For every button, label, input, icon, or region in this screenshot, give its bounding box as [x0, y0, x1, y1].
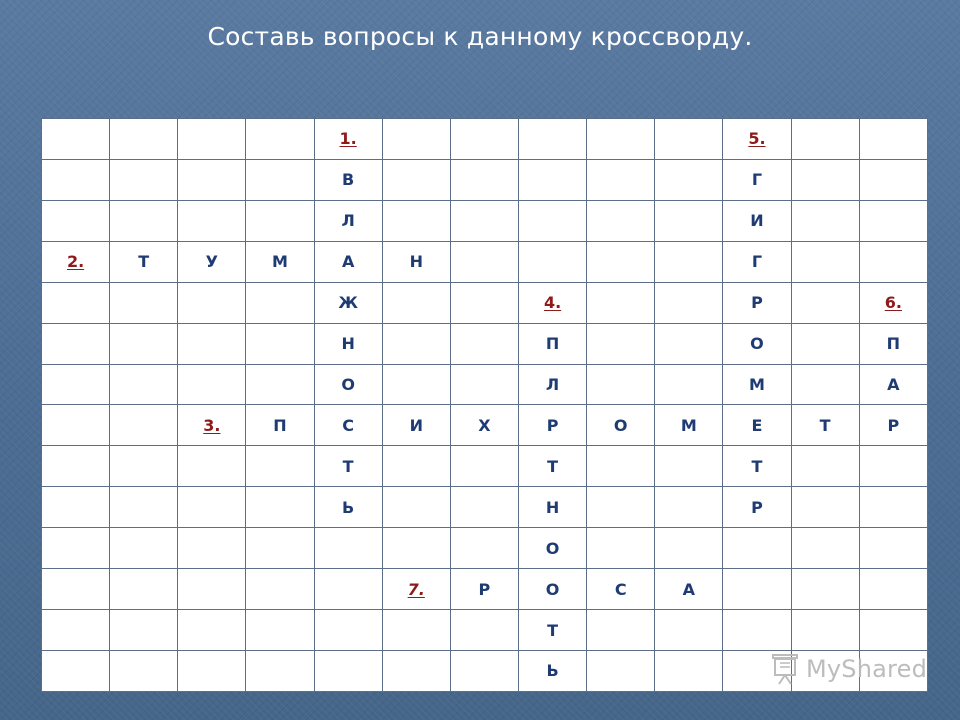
empty-cell — [178, 446, 246, 487]
clue-number-cell: 7. — [382, 569, 450, 610]
letter-cell: О — [314, 364, 382, 405]
empty-cell — [110, 323, 178, 364]
empty-cell — [246, 119, 314, 160]
empty-cell — [42, 650, 110, 691]
letter-cell: Е — [723, 405, 791, 446]
empty-cell — [314, 569, 382, 610]
empty-cell — [382, 528, 450, 569]
empty-cell — [791, 528, 859, 569]
grid-row — [42, 200, 928, 241]
empty-cell — [587, 650, 655, 691]
empty-cell — [518, 119, 586, 160]
empty-cell — [655, 323, 723, 364]
letter-cell: И — [723, 200, 791, 241]
letter-cell: Т — [723, 446, 791, 487]
empty-cell — [859, 119, 927, 160]
empty-cell — [42, 159, 110, 200]
empty-cell — [110, 610, 178, 651]
letter-cell: Т — [110, 241, 178, 282]
empty-cell — [859, 569, 927, 610]
empty-cell — [723, 528, 791, 569]
letter-cell: Р — [723, 487, 791, 528]
letter-cell: Н — [382, 241, 450, 282]
empty-cell — [859, 528, 927, 569]
empty-cell — [450, 282, 518, 323]
empty-cell — [587, 159, 655, 200]
empty-cell — [655, 119, 723, 160]
empty-cell — [587, 282, 655, 323]
empty-cell — [110, 364, 178, 405]
empty-cell — [314, 610, 382, 651]
empty-cell — [178, 364, 246, 405]
empty-cell — [382, 487, 450, 528]
empty-cell — [450, 200, 518, 241]
empty-cell — [791, 364, 859, 405]
empty-cell — [791, 446, 859, 487]
empty-cell — [42, 569, 110, 610]
grid-row — [42, 569, 928, 610]
empty-cell — [655, 364, 723, 405]
empty-cell — [450, 487, 518, 528]
empty-cell — [110, 487, 178, 528]
letter-cell: Т — [518, 610, 586, 651]
letter-cell: О — [587, 405, 655, 446]
letter-cell: Ь — [314, 487, 382, 528]
empty-cell — [587, 446, 655, 487]
empty-cell — [587, 610, 655, 651]
empty-cell — [42, 610, 110, 651]
empty-cell — [859, 159, 927, 200]
empty-cell — [42, 119, 110, 160]
letter-cell: П — [246, 405, 314, 446]
empty-cell — [587, 364, 655, 405]
grid-row — [42, 610, 928, 651]
grid-row — [42, 364, 928, 405]
letter-cell: И — [382, 405, 450, 446]
empty-cell — [178, 528, 246, 569]
grid-row — [42, 405, 928, 446]
grid-row — [42, 487, 928, 528]
empty-cell — [655, 650, 723, 691]
empty-cell — [110, 528, 178, 569]
watermark — [768, 652, 927, 686]
empty-cell — [587, 528, 655, 569]
empty-cell — [110, 405, 178, 446]
empty-cell — [110, 200, 178, 241]
empty-cell — [110, 650, 178, 691]
letter-cell: А — [314, 241, 382, 282]
empty-cell — [178, 159, 246, 200]
letter-cell: Р — [518, 405, 586, 446]
empty-cell — [42, 200, 110, 241]
empty-cell — [791, 487, 859, 528]
grid-row — [42, 159, 928, 200]
empty-cell — [110, 282, 178, 323]
empty-cell — [518, 241, 586, 282]
grid-row — [42, 446, 928, 487]
empty-cell — [178, 119, 246, 160]
empty-cell — [382, 200, 450, 241]
letter-cell: О — [518, 569, 586, 610]
letter-cell: Ь — [518, 650, 586, 691]
empty-cell — [791, 241, 859, 282]
empty-cell — [110, 119, 178, 160]
empty-cell — [42, 405, 110, 446]
empty-cell — [178, 650, 246, 691]
empty-cell — [450, 610, 518, 651]
empty-cell — [246, 282, 314, 323]
empty-cell — [859, 241, 927, 282]
empty-cell — [859, 487, 927, 528]
letter-cell: М — [655, 405, 723, 446]
letter-cell: Н — [518, 487, 586, 528]
letter-cell: Т — [314, 446, 382, 487]
empty-cell — [859, 200, 927, 241]
empty-cell — [42, 323, 110, 364]
grid-row — [42, 323, 928, 364]
letter-cell: А — [859, 364, 927, 405]
letter-cell: О — [723, 323, 791, 364]
empty-cell — [450, 119, 518, 160]
clue-number-cell: 3. — [178, 405, 246, 446]
empty-cell — [655, 610, 723, 651]
empty-cell — [587, 323, 655, 364]
empty-cell — [110, 446, 178, 487]
letter-cell: С — [587, 569, 655, 610]
empty-cell — [450, 159, 518, 200]
letter-cell: Ж — [314, 282, 382, 323]
empty-cell — [518, 200, 586, 241]
empty-cell — [791, 569, 859, 610]
projector-screen-icon — [768, 652, 802, 686]
watermark-text: MyShared — [806, 655, 928, 683]
letter-cell: С — [314, 405, 382, 446]
empty-cell — [382, 323, 450, 364]
letter-cell: Н — [314, 323, 382, 364]
empty-cell — [178, 323, 246, 364]
empty-cell — [314, 528, 382, 569]
letter-cell: Г — [723, 159, 791, 200]
empty-cell — [246, 569, 314, 610]
empty-cell — [791, 159, 859, 200]
empty-cell — [450, 650, 518, 691]
letter-cell: В — [314, 159, 382, 200]
grid-row — [42, 528, 928, 569]
grid-row — [42, 119, 928, 160]
letter-cell: П — [518, 323, 586, 364]
empty-cell — [450, 446, 518, 487]
empty-cell — [42, 528, 110, 569]
empty-cell — [178, 282, 246, 323]
letter-cell: Л — [518, 364, 586, 405]
empty-cell — [246, 650, 314, 691]
empty-cell — [587, 200, 655, 241]
letter-cell: А — [655, 569, 723, 610]
empty-cell — [791, 323, 859, 364]
letter-cell: Р — [723, 282, 791, 323]
letter-cell: П — [859, 323, 927, 364]
empty-cell — [791, 282, 859, 323]
grid-row — [42, 282, 928, 323]
empty-cell — [791, 610, 859, 651]
empty-cell — [42, 487, 110, 528]
empty-cell — [246, 323, 314, 364]
empty-cell — [518, 159, 586, 200]
empty-cell — [178, 487, 246, 528]
empty-cell — [246, 159, 314, 200]
empty-cell — [382, 650, 450, 691]
empty-cell — [655, 487, 723, 528]
empty-cell — [314, 650, 382, 691]
empty-cell — [246, 528, 314, 569]
empty-cell — [655, 282, 723, 323]
empty-cell — [791, 200, 859, 241]
empty-cell — [42, 282, 110, 323]
empty-cell — [723, 610, 791, 651]
empty-cell — [723, 569, 791, 610]
empty-cell — [178, 200, 246, 241]
empty-cell — [246, 446, 314, 487]
empty-cell — [246, 364, 314, 405]
grid-row — [42, 241, 928, 282]
empty-cell — [655, 159, 723, 200]
empty-cell — [382, 446, 450, 487]
clue-number-cell: 6. — [859, 282, 927, 323]
clue-number-cell: 2. — [42, 241, 110, 282]
empty-cell — [587, 119, 655, 160]
letter-cell: М — [723, 364, 791, 405]
empty-cell — [42, 364, 110, 405]
letter-cell: Л — [314, 200, 382, 241]
letter-cell: Р — [450, 569, 518, 610]
empty-cell — [42, 446, 110, 487]
empty-cell — [246, 487, 314, 528]
clue-number-cell: 5. — [723, 119, 791, 160]
clue-number-cell: 1. — [314, 119, 382, 160]
empty-cell — [859, 610, 927, 651]
empty-cell — [382, 159, 450, 200]
letter-cell: У — [178, 241, 246, 282]
empty-cell — [450, 323, 518, 364]
empty-cell — [178, 610, 246, 651]
empty-cell — [382, 282, 450, 323]
letter-cell: Т — [518, 446, 586, 487]
empty-cell — [110, 159, 178, 200]
empty-cell — [246, 610, 314, 651]
empty-cell — [246, 200, 314, 241]
letter-cell: О — [518, 528, 586, 569]
slide-title: Составь вопросы к данному кроссворду. — [207, 22, 753, 51]
empty-cell — [655, 200, 723, 241]
empty-cell — [110, 569, 178, 610]
empty-cell — [791, 119, 859, 160]
empty-cell — [587, 487, 655, 528]
crossword-grid-body — [42, 119, 928, 692]
letter-cell: Х — [450, 405, 518, 446]
empty-cell — [382, 364, 450, 405]
clue-number-cell: 4. — [518, 282, 586, 323]
letter-cell: Г — [723, 241, 791, 282]
empty-cell — [450, 241, 518, 282]
empty-cell — [655, 241, 723, 282]
letter-cell: Т — [791, 405, 859, 446]
empty-cell — [450, 528, 518, 569]
empty-cell — [382, 119, 450, 160]
crossword-grid — [41, 118, 928, 692]
empty-cell — [859, 446, 927, 487]
empty-cell — [382, 610, 450, 651]
letter-cell: М — [246, 241, 314, 282]
empty-cell — [178, 569, 246, 610]
empty-cell — [450, 364, 518, 405]
empty-cell — [655, 528, 723, 569]
empty-cell — [587, 241, 655, 282]
letter-cell: Р — [859, 405, 927, 446]
empty-cell — [655, 446, 723, 487]
